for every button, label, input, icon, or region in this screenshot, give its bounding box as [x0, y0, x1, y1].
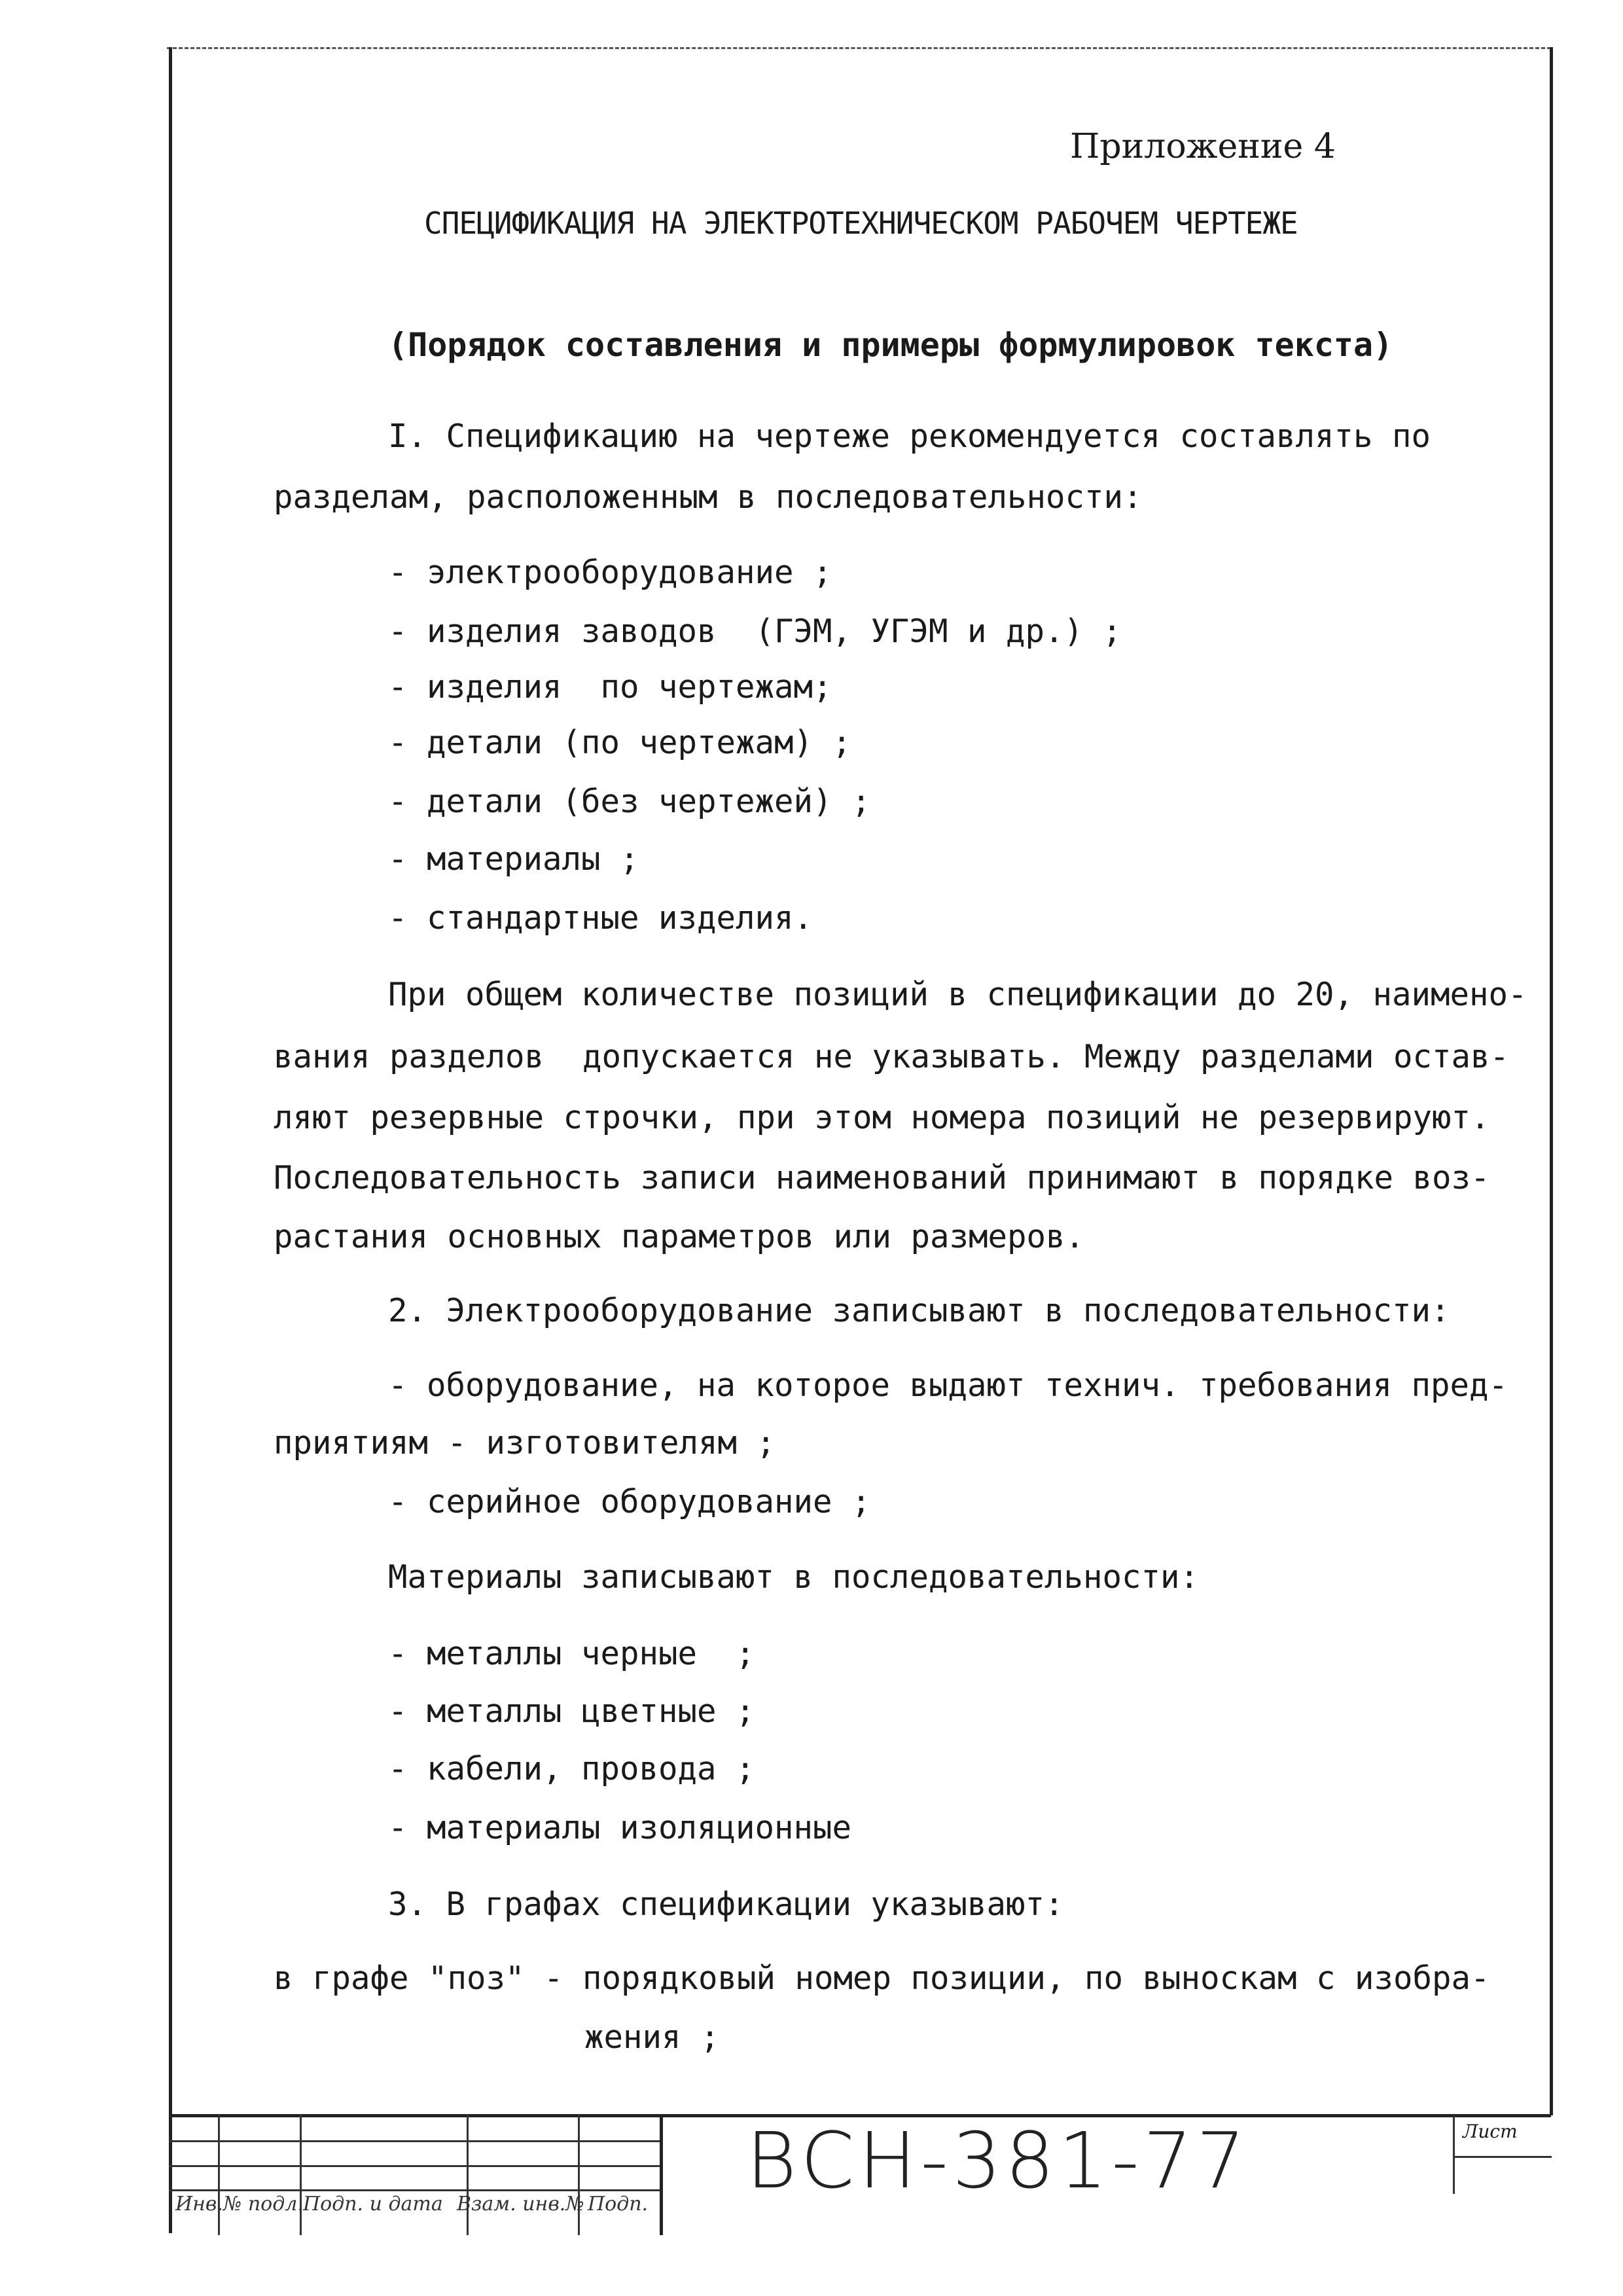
- paragraph-line: разделам, расположенным в последовательности:: [274, 478, 1143, 516]
- list-item: - материалы ;: [388, 840, 639, 878]
- title-block-separator: [660, 2114, 663, 2235]
- list-item: - изделия заводов (ГЭМ, УГЭМ и др.) ;: [388, 613, 1122, 650]
- stamp-label: Подп. и дата: [303, 2193, 443, 2215]
- list-item: - оборудование, на которое выдают технич. требования пред-: [388, 1367, 1508, 1404]
- paragraph-line-continuation: жения ;: [584, 2018, 720, 2056]
- list-item: - детали (по чертежам) ;: [388, 724, 852, 761]
- grid-line: [1455, 2156, 1552, 2158]
- grid-line: [169, 2140, 660, 2142]
- list-item-continuation: приятиям - изготовителям ;: [274, 1424, 776, 1462]
- paragraph-line: Последовательность записи наименований принимают в порядке воз-: [274, 1159, 1490, 1196]
- grid-line: [169, 2165, 660, 2167]
- list-item: - материалы изоляционные: [388, 1809, 852, 1846]
- list-item: - кабели, провода ;: [388, 1750, 755, 1787]
- list-item: - стандартные изделия.: [388, 899, 813, 937]
- document-title: СПЕЦИФИКАЦИЯ НА ЭЛЕКТРОТЕХНИЧЕСКОМ РАБОЧЕМ ЧЕРТЕЖЕ: [424, 206, 1298, 241]
- stamp-label: Подп.: [588, 2193, 649, 2215]
- sheet-number-box: [1453, 2115, 1552, 2194]
- paragraph-line: I. Спецификацию на чертеже рекомендуется составлять по: [388, 418, 1431, 455]
- paragraph-line: ляют резервные строчки, при этом номера позиций не резервируют.: [274, 1099, 1490, 1136]
- grid-line: [169, 2189, 660, 2191]
- list-item: - электрооборудование ;: [388, 554, 832, 591]
- paragraph-line: в графе "поз" - порядковый номер позиции, по выноскам с изобра-: [274, 1960, 1490, 1997]
- sheet-label: Лист: [1463, 2121, 1518, 2142]
- document-code: ВСН-381-77: [746, 2115, 1249, 2206]
- paragraph-line: 3. В графах спецификации указывают:: [388, 1886, 1064, 1923]
- stamp-label: Взам. инв.№: [457, 2193, 584, 2215]
- appendix-label: Приложение 4: [1070, 127, 1336, 166]
- list-item: - серийное оборудование ;: [388, 1483, 871, 1520]
- paragraph-line: Материалы записывают в последовательности:: [388, 1558, 1200, 1596]
- paragraph-line: При общем количестве позиций в спецификации до 20, наимено-: [388, 976, 1527, 1013]
- title-block-labels: [169, 2193, 660, 2229]
- list-item: - металлы черные ;: [388, 1635, 755, 1672]
- paragraph-line: растания основных параметров или размеров.: [274, 1218, 1085, 1255]
- list-item: - металлы цветные ;: [388, 1693, 755, 1730]
- paragraph-line: 2. Электрооборудование записывают в последовательности:: [388, 1292, 1450, 1329]
- list-item: - детали (без чертежей) ;: [388, 783, 871, 820]
- document-subtitle: (Порядок составления и примеры формулировок текста): [388, 326, 1393, 364]
- stamp-label: Инв.№ подл.: [175, 2193, 304, 2215]
- list-item: - изделия по чертежам;: [388, 668, 832, 706]
- paragraph-line: вания разделов допускается не указывать. Между разделами остав-: [274, 1038, 1510, 1075]
